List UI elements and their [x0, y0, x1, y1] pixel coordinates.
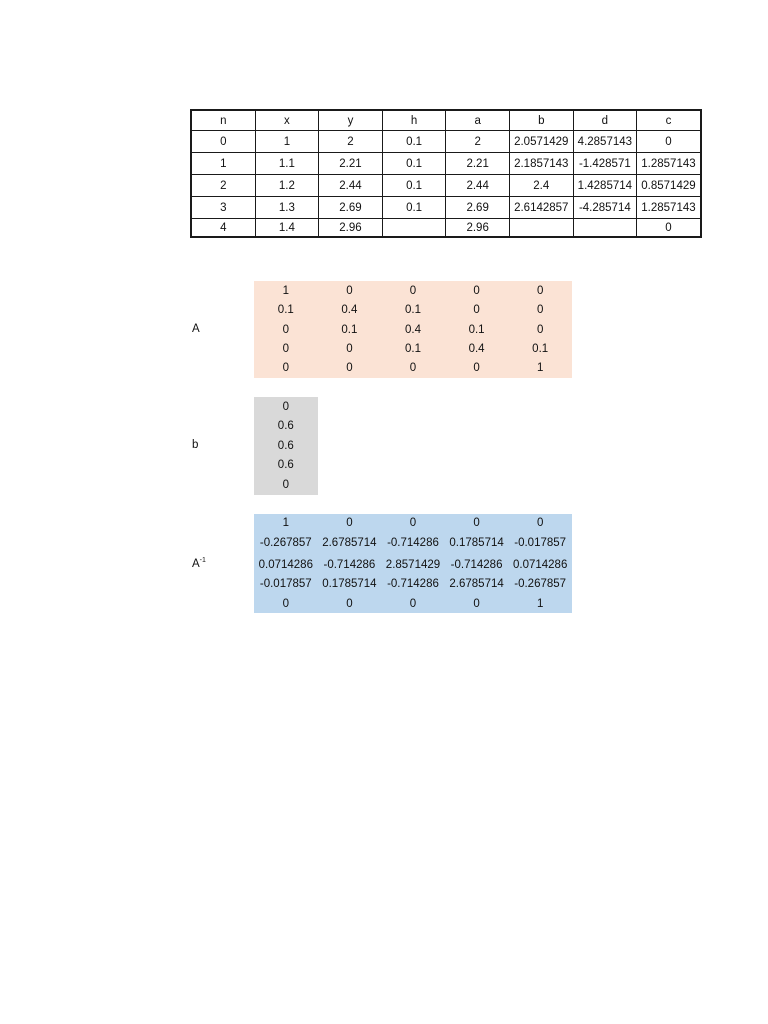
table-cell[interactable]: 2.69: [446, 197, 510, 219]
matrix-cell[interactable]: 0: [409, 285, 417, 297]
header-cell[interactable]: x: [255, 110, 319, 131]
table-cell[interactable]: [509, 219, 573, 238]
matrix-cell[interactable]: -0.714286: [450, 559, 503, 571]
header-cell[interactable]: y: [319, 110, 383, 131]
matrix-a-inverse-row: [254, 559, 572, 571]
matrix-cell[interactable]: 0: [409, 362, 417, 374]
matrix-cell[interactable]: -0.267857: [514, 578, 567, 590]
table-cell[interactable]: 2.96: [446, 219, 510, 238]
table-cell[interactable]: 2.96: [319, 219, 383, 238]
matrix-cell[interactable]: 0: [536, 304, 544, 316]
table-cell[interactable]: 1.2857143: [637, 197, 701, 219]
matrix-cell[interactable]: 0: [409, 598, 417, 610]
table-cell[interactable]: [573, 219, 637, 238]
matrix-cell[interactable]: -0.714286: [387, 537, 439, 549]
vector-cell[interactable]: 0: [282, 401, 289, 413]
vector-b-label: b: [192, 439, 199, 451]
vector-b-row: [254, 401, 318, 413]
table-cell[interactable]: 0: [637, 219, 701, 238]
table-row: [191, 153, 701, 175]
vector-b-row: [254, 479, 318, 491]
matrix-cell[interactable]: 0: [473, 362, 480, 374]
vector-cell[interactable]: 0: [282, 479, 289, 491]
matrix-cell[interactable]: 0: [346, 517, 353, 529]
table-cell[interactable]: 2.6142857: [509, 197, 573, 219]
header-cell[interactable]: n: [191, 110, 255, 131]
table-header-row: [191, 110, 701, 131]
table-cell[interactable]: 1: [191, 153, 255, 175]
matrix-cell[interactable]: -0.017857: [259, 578, 312, 590]
matrix-a-inverse-row: [254, 578, 572, 590]
table-cell[interactable]: 4.2857143: [573, 131, 637, 153]
matrix-a-row: [254, 343, 572, 355]
matrix-cell[interactable]: 0: [536, 324, 544, 336]
table-cell[interactable]: 2.0571429: [509, 131, 573, 153]
matrix-cell[interactable]: -0.017857: [514, 537, 567, 549]
table-cell[interactable]: 0.8571429: [637, 175, 701, 197]
matrix-cell[interactable]: 0: [282, 324, 289, 336]
table-cell[interactable]: 0: [637, 131, 701, 153]
matrix-cell[interactable]: 2.6785714: [449, 578, 504, 590]
matrix-a-inverse-row: [254, 537, 572, 549]
table-cell[interactable]: [382, 219, 446, 238]
matrix-cell[interactable]: 1: [282, 285, 289, 297]
table-cell[interactable]: 0.1: [382, 175, 446, 197]
table-cell[interactable]: 0.1: [382, 197, 446, 219]
matrix-cell[interactable]: 2.6785714: [322, 537, 377, 549]
table-cell[interactable]: 0: [191, 131, 255, 153]
table-cell[interactable]: 2: [191, 175, 255, 197]
table-cell[interactable]: 2.44: [446, 175, 510, 197]
matrix-cell[interactable]: 0: [282, 343, 289, 355]
matrix-a-row: [254, 362, 572, 374]
matrix-a-inverse-label: [192, 558, 206, 570]
matrix-cell[interactable]: -0.714286: [323, 559, 376, 571]
vector-b-row: [254, 440, 318, 452]
matrix-a-inverse-row: [254, 598, 572, 610]
matrix-a-row: [254, 304, 572, 316]
matrix-cell[interactable]: 2.8571429: [385, 559, 441, 571]
matrix-a-row: [254, 285, 572, 297]
vector-b-row: [254, 420, 318, 432]
header-cell[interactable]: b: [509, 110, 573, 131]
table-cell[interactable]: 1.4: [255, 219, 319, 238]
table-cell[interactable]: 2.4: [509, 175, 573, 197]
data-table: [190, 109, 702, 238]
matrix-cell[interactable]: 0: [473, 517, 480, 529]
matrix-cell[interactable]: 0.1: [404, 343, 421, 355]
matrix-a-label: A: [192, 323, 200, 335]
matrix-cell[interactable]: 1: [536, 362, 544, 374]
matrix-a-inverse-label-exponent: -1: [199, 557, 206, 565]
matrix-cell[interactable]: 0.4: [468, 343, 485, 355]
matrix-cell[interactable]: 0.1785714: [322, 578, 377, 590]
table-cell[interactable]: 1.4285714: [573, 175, 637, 197]
matrix-cell[interactable]: 0: [346, 362, 353, 374]
matrix-cell[interactable]: 0.4: [404, 324, 421, 336]
matrix-cell[interactable]: 0.1785714: [449, 537, 504, 549]
matrix-cell[interactable]: 0: [282, 598, 289, 610]
matrix-cell[interactable]: 0: [346, 285, 353, 297]
matrix-cell[interactable]: -0.714286: [387, 578, 439, 590]
matrix-cell[interactable]: 0: [346, 598, 353, 610]
table-cell[interactable]: 2.1857143: [509, 153, 573, 175]
table-cell[interactable]: 2.21: [319, 153, 383, 175]
table-cell[interactable]: 4: [191, 219, 255, 238]
table-cell[interactable]: 1.2: [255, 175, 319, 197]
matrix-cell[interactable]: 1: [536, 598, 544, 610]
matrix-cell[interactable]: 0.0714286: [512, 559, 568, 571]
matrix-cell[interactable]: 0: [536, 285, 544, 297]
header-cell[interactable]: a: [446, 110, 510, 131]
table-cell[interactable]: 2.69: [319, 197, 383, 219]
header-cell[interactable]: c: [637, 110, 701, 131]
matrix-cell[interactable]: 0.1: [532, 343, 549, 355]
matrix-cell[interactable]: 0.1: [404, 304, 421, 316]
matrix-cell[interactable]: 0: [473, 304, 480, 316]
vector-cell[interactable]: 0.6: [277, 440, 294, 452]
matrix-cell[interactable]: 0: [473, 285, 480, 297]
table-cell[interactable]: 0.1: [382, 153, 446, 175]
matrix-cell[interactable]: 0: [282, 362, 289, 374]
table-cell[interactable]: 0.1: [382, 131, 446, 153]
header-cell[interactable]: h: [382, 110, 446, 131]
table-cell[interactable]: 1.2857143: [637, 153, 701, 175]
table-row: [191, 197, 701, 219]
table-cell[interactable]: 2.44: [319, 175, 383, 197]
vector-cell[interactable]: 0.6: [277, 420, 294, 432]
matrix-a-inverse-row: [254, 517, 572, 529]
table-cell[interactable]: 3: [191, 197, 255, 219]
matrix-cell[interactable]: 0: [409, 517, 417, 529]
table-cell[interactable]: -4.285714: [573, 197, 637, 219]
matrix-cell[interactable]: 0.1: [468, 324, 485, 336]
matrix-cell[interactable]: 0.0714286: [258, 559, 313, 571]
matrix-a-row: [254, 324, 572, 336]
matrix-cell[interactable]: 0.1: [341, 324, 358, 336]
vector-cell[interactable]: 0.6: [277, 459, 294, 471]
matrix-cell[interactable]: 0.4: [341, 304, 358, 316]
table-cell[interactable]: 1.3: [255, 197, 319, 219]
table-cell[interactable]: -1.428571: [573, 153, 637, 175]
table-row: [191, 131, 701, 153]
matrix-cell[interactable]: 0: [346, 343, 353, 355]
table-cell[interactable]: 1.1: [255, 153, 319, 175]
table-row: [191, 219, 701, 238]
vector-b-row: [254, 459, 318, 471]
table-row: [191, 175, 701, 197]
matrix-a-inverse-label-base: A: [192, 558, 200, 570]
matrix-cell[interactable]: 0: [536, 517, 544, 529]
table-cell[interactable]: 2.21: [446, 153, 510, 175]
table-cell[interactable]: 2: [319, 131, 383, 153]
header-cell[interactable]: d: [573, 110, 637, 131]
matrix-cell[interactable]: 0.1: [277, 304, 294, 316]
table-cell[interactable]: 1: [255, 131, 319, 153]
matrix-cell[interactable]: 0: [473, 598, 480, 610]
table-cell[interactable]: 2: [446, 131, 510, 153]
matrix-cell[interactable]: -0.267857: [259, 537, 312, 549]
matrix-cell[interactable]: 1: [282, 517, 289, 529]
